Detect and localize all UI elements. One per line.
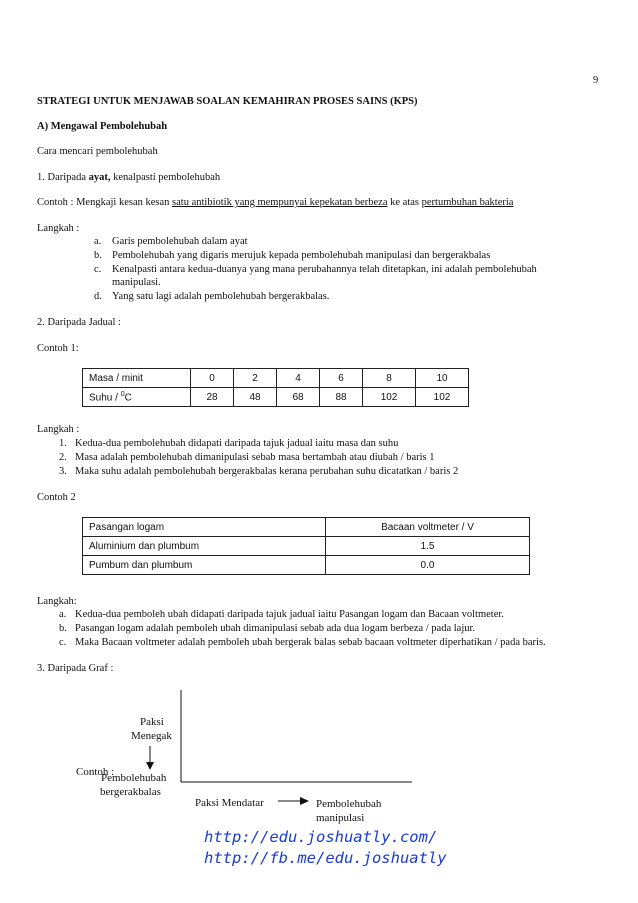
y-axis-label: Menegak xyxy=(131,730,172,742)
y-variable-label: Pembolehubah xyxy=(101,772,167,784)
contoh-graph-label: Contoh : xyxy=(76,766,115,778)
list-item: Pembolehubah yang digaris merujuk kepada pembolehubah manipulasi dan bergerakbalas xyxy=(112,250,491,261)
table-cell: 68 xyxy=(277,388,320,407)
table-cell: Pasangan logam xyxy=(83,518,326,537)
table-cell: 48 xyxy=(234,388,277,407)
facebook-link[interactable]: http://fb.me/edu.joshuatly xyxy=(204,849,447,867)
table-cell: 0.0 xyxy=(326,556,530,575)
contoh-1-label: Contoh 1: xyxy=(37,343,79,354)
table-cell: 8 xyxy=(363,369,416,388)
list-marker: b. xyxy=(59,623,67,634)
down-arrow-head-icon xyxy=(146,762,154,770)
list-item: Maka suhu adalah pembolehubah bergerakbalas kerana perubahan suhu dicatatkan / baris 2 xyxy=(75,466,459,477)
list-marker: a. xyxy=(59,609,67,620)
right-arrow-head-icon xyxy=(300,797,309,805)
table-cell: 0 xyxy=(191,369,234,388)
list-item: Garis pembolehubah dalam ayat xyxy=(112,236,248,247)
list-item: Pasangan logam adalah pemboleh ubah dimanipulasi sebab ada dua logam berbeza / pada lajur. xyxy=(75,623,476,634)
langkah-label-1: Langkah : xyxy=(37,223,80,234)
website-link[interactable]: http://edu.joshuatly.com/ xyxy=(204,828,438,846)
list-item: Masa adalah pembolehubah dimanipulasi sebab masa bertambah atau diubah / baris 1 xyxy=(75,452,435,463)
section-a-heading: A) Mengawal Pembolehubah xyxy=(37,121,168,132)
table-cell: Aluminium dan plumbum xyxy=(83,537,326,556)
page-number: 9 xyxy=(593,75,599,86)
table-cell: Pumbum dan plumbum xyxy=(83,556,326,575)
step-3-heading: 3. Daripada Graf : xyxy=(37,663,114,674)
table-cell: 1.5 xyxy=(326,537,530,556)
table-cell: Masa / minit xyxy=(83,369,191,388)
list-item: Maka Bacaan voltmeter adalah pemboleh ubah bergerak balas sebab bacaan voltmeter diperhatikan / pada baris. xyxy=(75,637,546,648)
x-variable-label: Pembolehubah xyxy=(316,798,382,810)
list-marker: 3. xyxy=(59,466,67,477)
list-marker: 2. xyxy=(59,452,67,463)
table-cell: 88 xyxy=(320,388,363,407)
list-marker: d. xyxy=(94,291,102,302)
x-variable-label: manipulasi xyxy=(316,812,365,824)
langkah-label-2: Langkah : xyxy=(37,424,80,435)
step-2-heading: 2. Daripada Jadual : xyxy=(37,317,121,328)
table-cell: 2 xyxy=(234,369,277,388)
list-item: Kedua-dua pemboleh ubah didapati daripada tajuk jadual iaitu Pasangan logam dan Bacaan voltmeter. xyxy=(75,609,504,620)
table-cell: 102 xyxy=(363,388,416,407)
list-marker: a. xyxy=(94,236,102,247)
list-item: Kenalpasti antara kedua-duanya yang mana perubahannya telah ditetapkan, ini adalah pembolehubah xyxy=(112,264,537,275)
table-cell: 4 xyxy=(277,369,320,388)
table-cell: 6 xyxy=(320,369,363,388)
table-cell: 10 xyxy=(416,369,469,388)
y-axis-label: Paksi xyxy=(140,716,164,728)
langkah-label-3: Langkah: xyxy=(37,596,77,607)
table-cell: Bacaan voltmeter / V xyxy=(326,518,530,537)
step-1-heading: 1. Daripada ayat, kenalpasti pembolehubah xyxy=(37,172,221,183)
y-variable-label: bergerakbalas xyxy=(100,786,161,798)
page-title: STRATEGI UNTUK MENJAWAB SOALAN KEMAHIRAN PROSES SAINS (KPS) xyxy=(37,96,418,107)
list-item: manipulasi. xyxy=(112,277,161,288)
x-axis-label: Paksi Mendatar xyxy=(195,797,264,809)
example-sentence: Contoh : Mengkaji kesan kesan satu antibiotik yang mempunyai kepekatan berbeza ke atas pertumbuhan bakteria xyxy=(37,197,514,208)
table-cell: 102 xyxy=(416,388,469,407)
list-item: Yang satu lagi adalah pembolehubah bergerakbalas. xyxy=(112,291,330,302)
table-cell: 28 xyxy=(191,388,234,407)
list-item: Kedua-dua pembolehubah didapati daripada tajuk jadual iaitu masa dan suhu xyxy=(75,438,399,449)
list-marker: 1. xyxy=(59,438,67,449)
contoh-2-label: Contoh 2 xyxy=(37,492,76,503)
list-marker: c. xyxy=(59,637,67,648)
list-marker: c. xyxy=(94,264,102,275)
table-cell: Suhu / $^0$C xyxy=(83,388,191,407)
list-marker: b. xyxy=(94,250,102,261)
intro-text: Cara mencari pembolehubah xyxy=(37,146,158,157)
